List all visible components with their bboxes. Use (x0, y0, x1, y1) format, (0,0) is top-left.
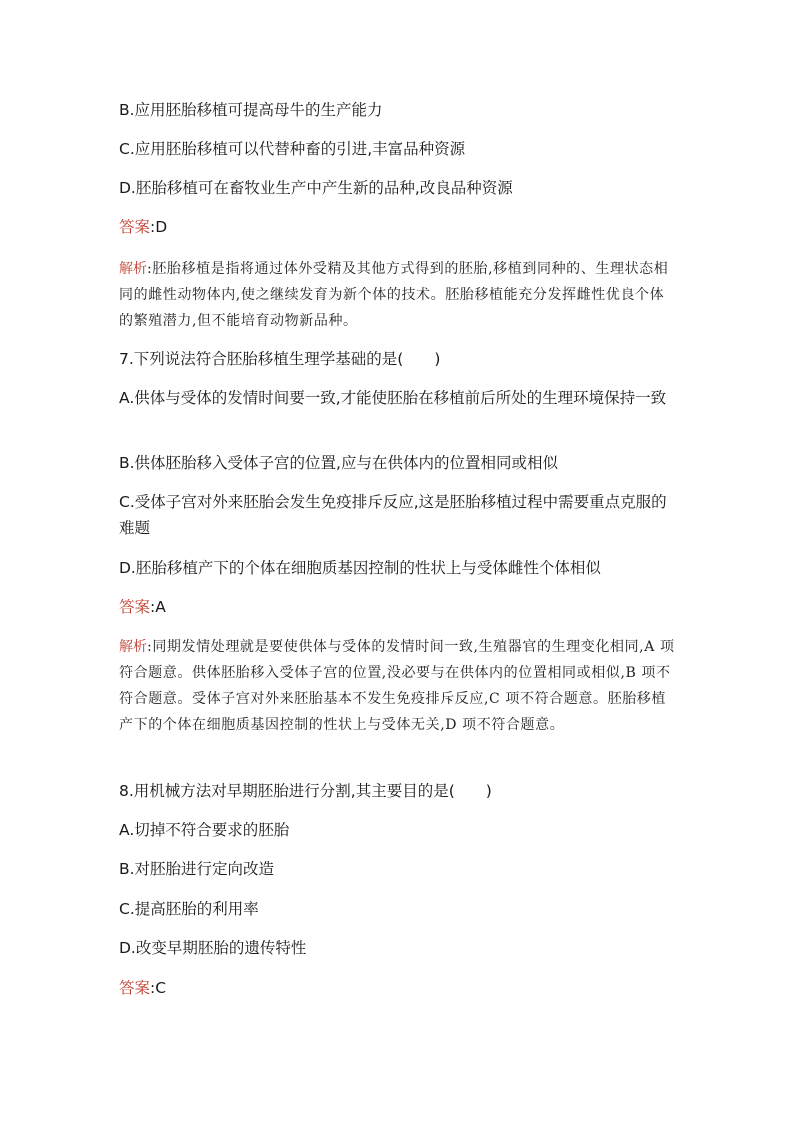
q7-answer (119, 594, 679, 620)
q7-option-c: C.受体子宫对外来胚胎会发生免疫排斥反应,这是胚胎移植过程中需要重点克服的难题 (119, 493, 667, 537)
q8-option-d: D.改变早期胚胎的遗传特性 (119, 939, 307, 957)
q8-option-c: C.提高胚胎的利用率 (119, 900, 259, 918)
q7-stem: 7.下列说法符合胚胎移植生理学基础的是( ) (119, 350, 441, 368)
answer-label: 答案 (119, 218, 151, 236)
q8-option-a: A.切掉不符合要求的胚胎 (119, 821, 290, 839)
analysis-label: 解析 (119, 261, 147, 277)
answer-value: :D (150, 218, 168, 236)
answer-value: :A (150, 598, 166, 616)
q6-option-b: B.应用胚胎移植可提高母牛的生产能力 (119, 101, 383, 119)
q6-option-c: C.应用胚胎移植可以代替种畜的引进,丰富品种资源 (119, 140, 466, 158)
q6-answer (119, 214, 679, 240)
q7-option-a: A.供体与受体的发情时间要一致,才能使胚胎在移植前后所处的生理环境保持一致 (119, 389, 667, 407)
q6-analysis (119, 256, 675, 334)
q8-answer (119, 975, 679, 1001)
q6-option-d: D.胚胎移植可在畜牧业生产中产生新的品种,改良品种资源 (119, 179, 513, 197)
q8-option-b: B.对胚胎进行定向改造 (119, 860, 275, 878)
analysis-label: 解析 (119, 639, 147, 655)
answer-label: 答案 (119, 979, 151, 997)
answer-label: 答案 (119, 598, 151, 616)
analysis-text: :胚胎移植是指将通过体外受精及其他方式得到的胚胎,移植到同种的、生理状态相同的雌性动物体内,使之继续发育为新个体的技术。胚胎移植能充分发挥雌性优良个体的繁殖潜力,但不能培育动物新品种。 (119, 261, 669, 329)
answer-value: :C (150, 979, 167, 997)
q7-option-b: B.供体胚胎移入受体子宫的位置,应与在供体内的位置相同或相似 (119, 454, 558, 472)
analysis-text: :同期发情处理就是要使供体与受体的发情时间一致,生殖器官的生理变化相同,A 项符合题意。供体胚胎移入受体子宫的位置,没必要与在供体内的位置相同或相似,B 项不符合题意。受体子宫对外来胚胎基本不发生免疫排斥反应,C 项不符合题意。胚胎移植产下的个体在细胞质基因控制的性状上与受体无关,D 项不符合题意。 (119, 639, 675, 733)
q8-stem: 8.用机械方法对早期胚胎进行分割,其主要目的是( ) (119, 782, 492, 800)
q7-analysis (119, 634, 675, 738)
q7-option-d: D.胚胎移植产下的个体在细胞质基因控制的性状上与受体雌性个体相似 (119, 559, 601, 577)
